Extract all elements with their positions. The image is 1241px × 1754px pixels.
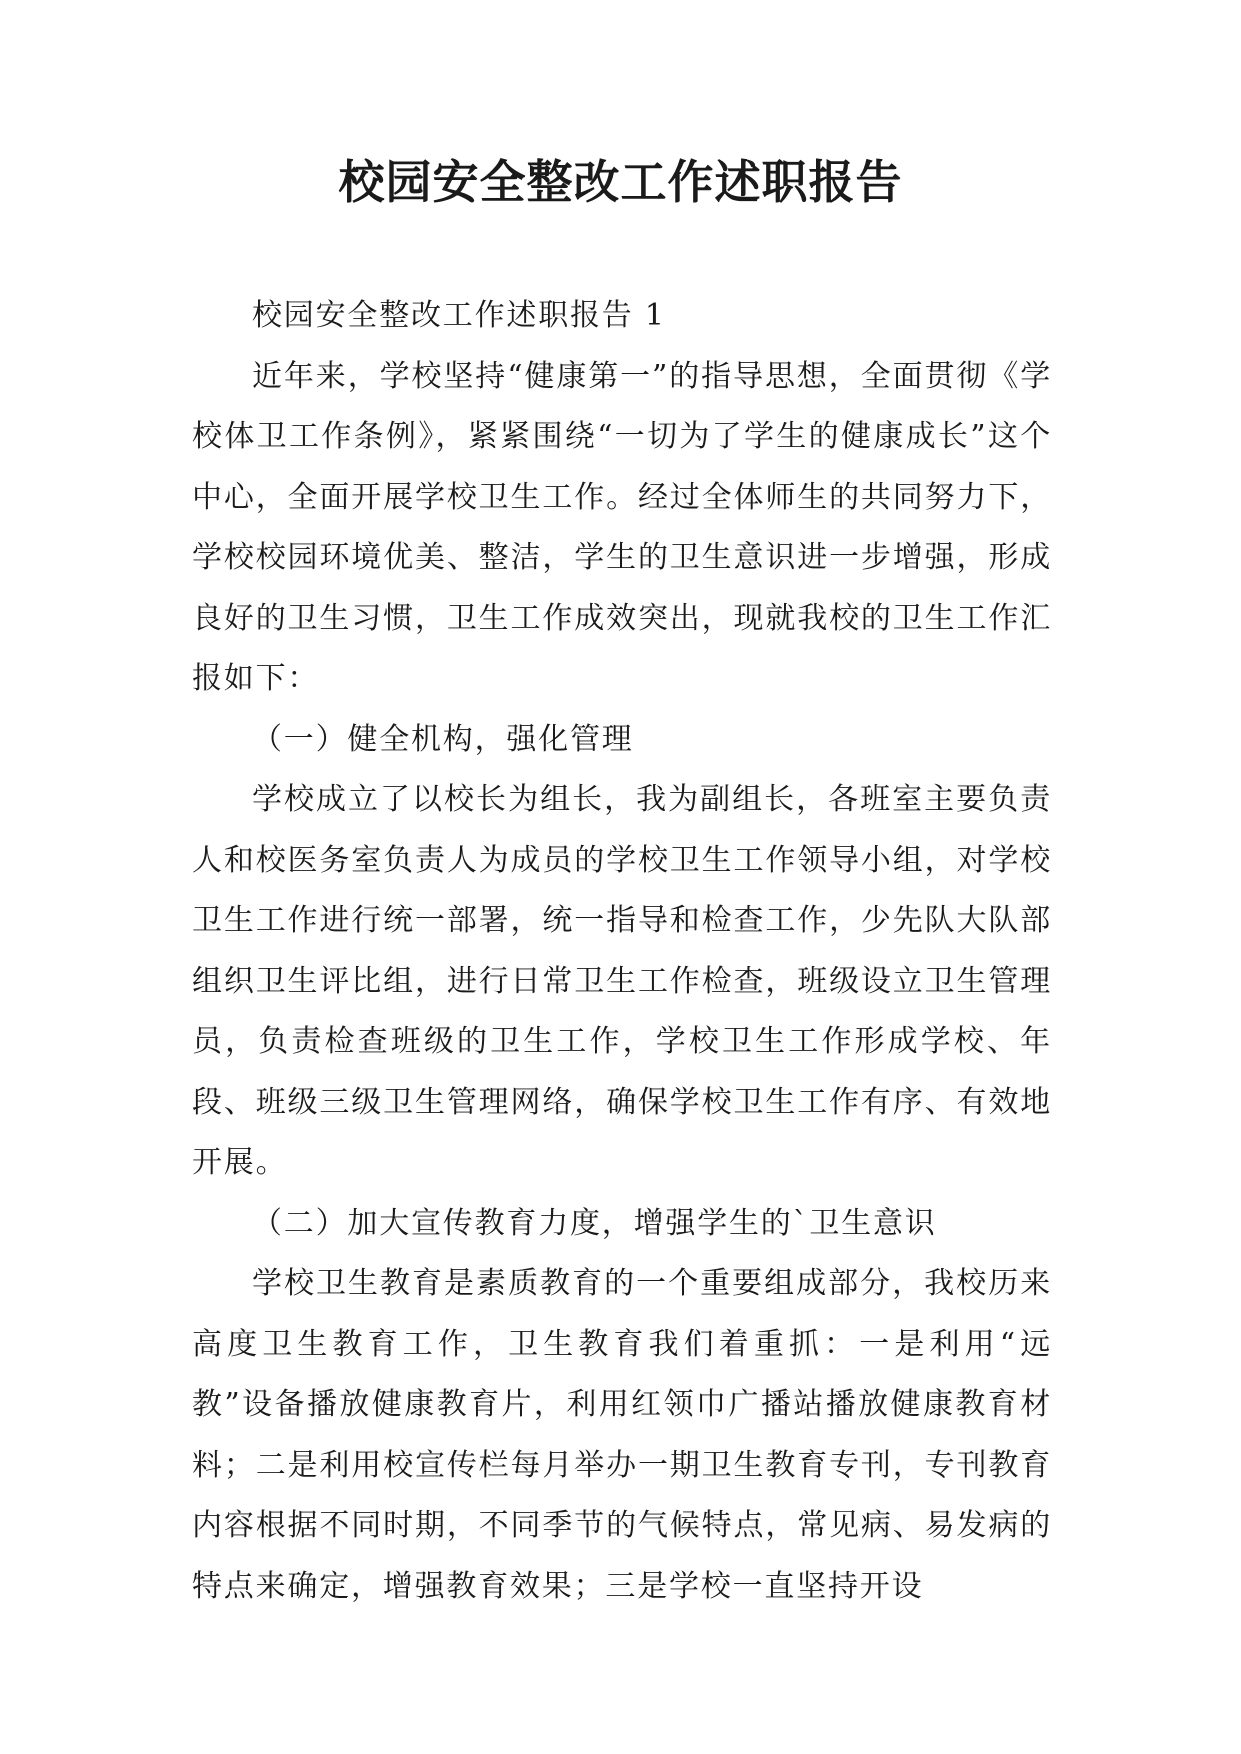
document-body	[192, 286, 1052, 1617]
section-heading-2: （二）加大宣传教育力度，增强学生的`卫生意识	[252, 1205, 937, 1241]
section-2-paragraph: 学校卫生教育是素质教育的一个重要组成部分，我校历来高度卫生教育工作，卫生教育我们着重抓：一是利用“远教”设备播放健康教育片，利用红领巾广播站播放健康教育材料；二是利用校宣传栏每月举办一期卫生教育专刊，专刊教育内容根据不同时期，不同季节的气候特点，常见病、易发病的特点来确定，增强教育效果；三是学校一直坚持开设	[192, 1266, 1052, 1604]
intro-paragraph: 近年来，学校坚持“健康第一”的指导思想，全面贯彻《学校体卫工作条例》，紧紧围绕“一切为了学生的健康成长”这个中心，全面开展学校卫生工作。经过全体师生的共同努力下，学校校园环境优美、整洁，学生的卫生意识进一步增强，形成良好的卫生习惯，卫生工作成效突出，现就我校的卫生工作汇报如下：	[192, 358, 1052, 696]
section-heading-1: （一）健全机构，强化管理	[252, 721, 634, 757]
subtitle-paragraph: 校园安全整改工作述职报告 1	[252, 298, 666, 333]
document-title: 校园安全整改工作述职报告	[338, 155, 903, 209]
section-1-paragraph: 学校成立了以校长为组长，我为副组长，各班室主要负责人和校医务室负责人为成员的学校卫生工作领导小组，对学校卫生工作进行统一部署，统一指导和检查工作，少先队大队部组织卫生评比组，进行日常卫生工作检查，班级设立卫生管理员，负责检查班级的卫生工作，学校卫生工作形成学校、年段、班级三级卫生管理网络，确保学校卫生工作有序、有效地开展。	[192, 782, 1052, 1180]
